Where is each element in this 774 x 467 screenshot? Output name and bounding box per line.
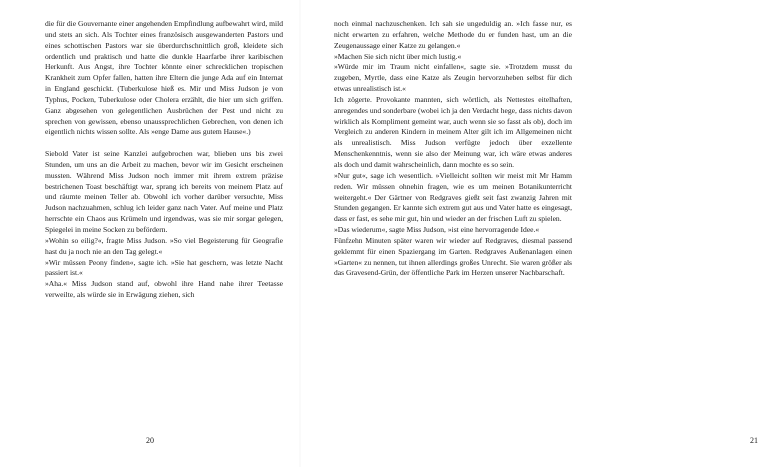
paragraph: Ich zögerte. Provokante mannten, sich wörtlich, als Nettestes eitelhaften, anregendes und sonderbare (wobei ich ja den Verdacht hege, dass nichts davon wirklich als Kompliment gemeint war, auch wenn sie so fasst als ob), doch im Vergleich zu anderen Kindern in meinem Alter gilt ich im Allgemeinen nicht als unrealistisch. Miss Judson verfügte jedoch über exzellente Menschenkenntnis, wenn sie also der Meinung war, ich wäre etwas anderes als doch und damit wahrscheinlich, dann mochte es so sein. [334, 94, 572, 169]
right-page-text [334, 19, 572, 279]
page-number-right: 21 [750, 436, 758, 445]
paragraph: »Wir müssen Peony finden«, sagte ich. »Sie hat geschern, was letzte Nacht passiert ist.« [45, 257, 283, 278]
paragraph: »Würde mir im Traum nicht einfallen«, sagte sie. »Trotzdem musst du zugeben, Myrtle, dass eine Katze als Zeugin hervorzuheben selbst für dich etwas unrealistisch ist.« [334, 62, 572, 94]
paragraph: die für die Gouvernante einer angehenden Empfindlung aufbewahrt wird, mild und stets an sich. Als Tochter eines französisch ausgewanderten Pastors und eines schottischen Pastors war sie überdurchschnittlich groß, kleidete sich ordentlich und praktisch und hatte die dunkle Haarfarbe ihrer karibischen Herkunft. Aus Angst, ihre Tochter könnte einer schrecklichen tropischen Krankheit zum Opfer fallen, hatten ihre Eltern die junge Ada auf ein Internat in England geschickt. (Tuberkulose hieß es. Mir und Miss Judson je von Typhus, Pocken, Tuberkulose oder Cholera erzählt, die hier um sich griffen. Ganz abgesehen von gelegentlichen Ausbrüchen der Pest und nicht zu sprechen von gewissen, ebenso unaussprechlichen Gebrechen, von denen ich eigentlich nichts wissen sollte. Als »enge Dame aus gutem Hause«.) [45, 19, 283, 137]
paragraph: »Nur gut«, sage ich wesentlich. »Vielleicht sollten wir meist mit Mr Hamm reden. Wir müssen ohnehin fragen, wie es um meinen Botanikunterricht weitergeht.« Der Gärtner von Redgraves gießt seit fast zwanzig Jahren mit Stunden gegangen. Er kannte sich extrem gut aus und Vater hatte es eingesagt, dass er fast, es sehe mir gut, hin und wieder an der frischen Luft zu spielen. [334, 170, 572, 224]
paragraph: »Wohin so eilig?«, fragte Miss Judson. »So viel Begeisterung für Geografie hast du ja noch nie an den Tag gelegt.« [45, 235, 283, 256]
paragraph: »Das wiederum«, sagte Miss Judson, »ist eine hervorragende Idee.« [334, 225, 540, 235]
page-number-left: 20 [146, 436, 154, 445]
paragraph: »Machen Sie sich nicht über mich lustig.« [334, 51, 462, 61]
paragraph: Fünfzehn Minuten später waren wir wieder auf Redgraves, diesmal passend geklemmt für einen Spaziergang im Garten. Redgraves Außenanlagen einen »Garten« zu nennen, tut ihnen allerdings großes Unrecht. Sie waren größer als das Gravesend-Grün, der öffentliche Park im Herzen unserer Nachbarschaft. [334, 235, 572, 278]
paragraph: »Aha.« Miss Judson stand auf, obwohl ihre Hand nahe ihrer Teetasse verweilte, als würde sie in Erwägung ziehen, sich [45, 279, 283, 300]
paragraph: Siebold Vater ist seine Kanzlei aufgebrochen war, blieben uns bis zwei Stunden, um uns an die Arbeit zu machen, bevor wir im Gesicht erscheinen mussten. Während Miss Judson noch immer mit ihrem extrem präzise bestrichenen Toast beschäftigt war, sprang ich bereits von meinem Platz auf und räumte meinen Teller ab. Obwohl ich vorher darüber versuchte, Miss Judson nachzuahmen, schlug ich leider ganz nach Vater. Auf meine und Platz herrschte ein Chaos aus Krümeln und irgendwas, was sie mir sorgar gelegen, Spiegelei in meine Socken zu befördern. [45, 149, 283, 234]
left-page [0, 0, 300, 467]
paragraph: noch einmal nachzuschenken. Ich sah sie ungeduldig an. »Ich fasse nur, es nicht erwarten zu erfahren, welche Methode du er funden hast, um an die Zeugenaussage einer Katze zu gelangen.« [334, 19, 572, 50]
left-page-text [45, 19, 283, 301]
